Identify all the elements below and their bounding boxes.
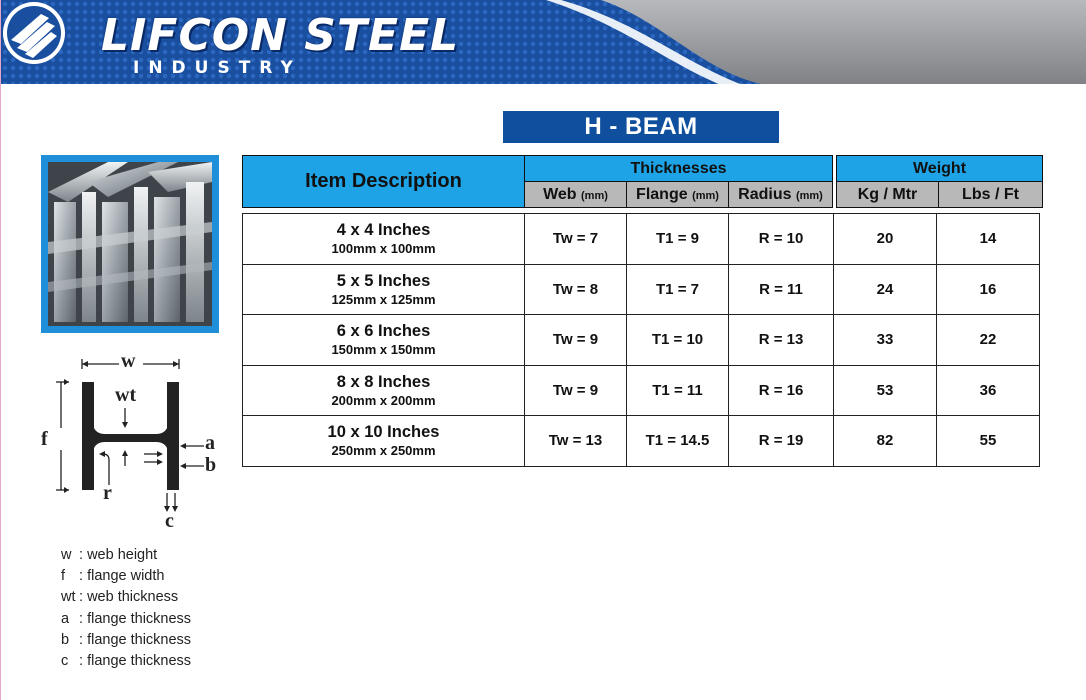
company-logo-icon [1,0,67,66]
legend-item: b : flange thickness [61,631,192,648]
cell-radius: R = 19 [729,416,834,467]
product-photo [41,155,219,333]
table-row [243,365,1040,416]
cell-item-description: 10 x 10 Inches 250mm x 250mm [243,416,525,467]
diagram-label-b: b [205,454,217,476]
table-row [243,264,1040,315]
cell-lbs-ft: 22 [937,315,1040,366]
legend-item: a : flange thickness [61,610,192,627]
spec-table-body [242,213,1040,467]
cell-web: Tw = 8 [525,264,627,315]
steel-beams-image [48,162,212,326]
cell-radius: R = 16 [729,365,834,416]
header-web: Web (mm) [525,182,627,208]
diagram-label-w: w [121,350,136,372]
cell-kg-mtr: 20 [834,214,937,265]
header-radius: Radius (mm) [729,182,833,208]
diagram-label-wt: wt [115,384,137,406]
diagram-label-f: f [41,428,48,450]
table-row [243,315,1040,366]
diagram-label-a: a [205,432,215,454]
cell-radius: R = 10 [729,214,834,265]
header-weight: Weight [837,156,1043,182]
cell-kg-mtr: 82 [834,416,937,467]
cell-kg-mtr: 33 [834,315,937,366]
cell-item-description: 5 x 5 Inches 125mm x 125mm [243,264,525,315]
header-thicknesses: Thicknesses [525,156,833,182]
header-kg-mtr: Kg / Mtr [837,182,939,208]
table-row [243,416,1040,467]
diagram-legend [61,545,261,672]
legend-item: w : web height [61,547,158,563]
header-banner [1,0,1086,100]
header-flange: Flange (mm) [627,182,729,208]
cell-kg-mtr: 24 [834,264,937,315]
cell-flange: T1 = 14.5 [627,416,729,467]
spec-table-header [242,155,1043,208]
page-title: H - BEAM [503,111,779,143]
cell-web: Tw = 9 [525,315,627,366]
legend-item: wt : web thickness [61,589,179,606]
cell-web: Tw = 7 [525,214,627,265]
cell-lbs-ft: 55 [937,416,1040,467]
brand-name: LIFCON STEEL [101,10,460,61]
cell-item-description: 4 x 4 Inches 100mm x 100mm [243,214,525,265]
brand-subtitle: INDUSTRY [133,58,302,78]
legend-item: c : flange thickness [61,652,192,669]
cell-flange: T1 = 11 [627,365,729,416]
cell-radius: R = 13 [729,315,834,366]
diagram-label-c: c [165,510,174,532]
diagram-label-r: r [103,482,112,504]
cell-flange: T1 = 7 [627,264,729,315]
cell-radius: R = 11 [729,264,834,315]
header-item-description: Item Description [243,156,525,208]
cell-flange: T1 = 10 [627,315,729,366]
h-beam-drawing [39,350,229,530]
cell-item-description: 6 x 6 Inches 150mm x 150mm [243,315,525,366]
cell-lbs-ft: 16 [937,264,1040,315]
cell-web: Tw = 13 [525,416,627,467]
cell-web: Tw = 9 [525,365,627,416]
legend-item: f : flange width [61,568,165,585]
table-row [243,214,1040,265]
cell-lbs-ft: 14 [937,214,1040,265]
h-beam-diagram [39,350,229,530]
cell-item-description: 8 x 8 Inches 200mm x 200mm [243,365,525,416]
cell-lbs-ft: 36 [937,365,1040,416]
cell-kg-mtr: 53 [834,365,937,416]
cell-flange: T1 = 9 [627,214,729,265]
header-lbs-ft: Lbs / Ft [939,182,1043,208]
